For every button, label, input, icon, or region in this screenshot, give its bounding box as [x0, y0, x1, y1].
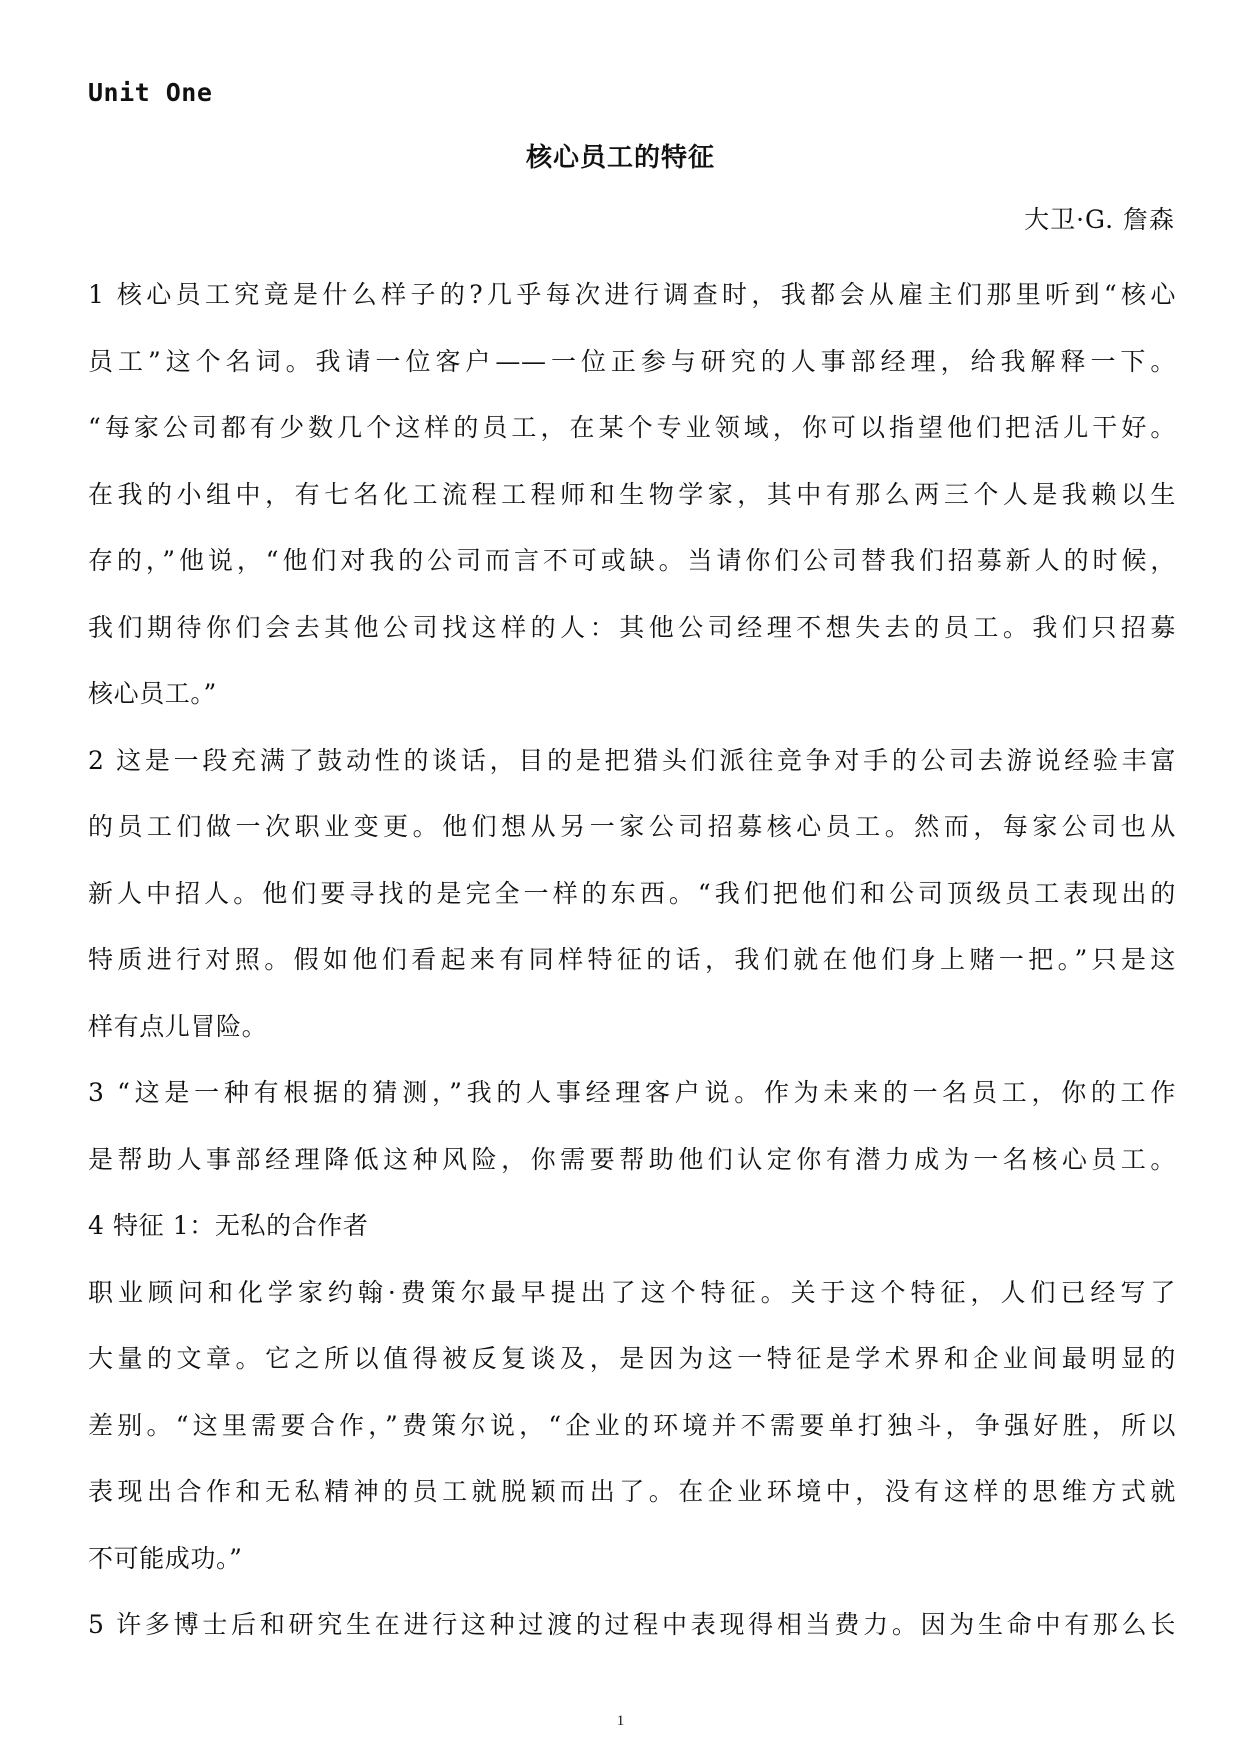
body-line: 样有点儿冒险。 [88, 1011, 268, 1041]
body-line: 职业顾问和化学家约翰·费策尔最早提出了这个特征。关于这个特征，人们已经写了 [88, 1277, 1176, 1307]
body-line: 的员工们做一次职业变更。他们想从另一家公司招募核心员工。然而，每家公司也从 [88, 812, 1176, 841]
body-line: 员工”这个名词。我请一位客户——一位正参与研究的人事部经理，给我解释一下。 [88, 346, 1176, 376]
article-body [88, 262, 1176, 1659]
body-line: 表现出合作和无私精神的员工就脱颖而出了。在企业环境中，没有这样的思维方式就 [88, 1477, 1176, 1506]
body-line: 特质进行对照。假如他们看起来有同样特征的话，我们就在他们身上赌一把。”只是这 [88, 945, 1176, 974]
body-line: 1 核心员工究竟是什么样子的?几乎每次进行调查时，我都会从雇主们那里听到“核心 [88, 280, 1176, 309]
body-line: 核心员工。” [88, 679, 217, 708]
body-line: 在我的小组中，有七名化工流程工程师和生物学家，其中有那么两三个人是我赖以生 [88, 479, 1176, 509]
section-heading: 4 特征 1：无私的合作者 [88, 1211, 369, 1240]
body-line: 我们期待你们会去其他公司找这样的人：其他公司经理不想失去的员工。我们只招募 [88, 612, 1176, 642]
body-line: 2 这是一段充满了鼓动性的谈话，目的是把猎头们派往竞争对手的公司去游说经验丰富 [88, 745, 1176, 775]
body-line: 差别。“这里需要合作，”费策尔说，“企业的环境并不需要单打独斗，争强好胜，所以 [88, 1410, 1176, 1440]
body-line: 3 “这是一种有根据的猜测，”我的人事经理客户说。作为未来的一名员工，你的工作 [88, 1078, 1176, 1107]
unit-label: Unit One [88, 78, 213, 107]
body-line: 大量的文章。它之所以值得被反复谈及，是因为这一特征是学术界和企业间最明显的 [88, 1344, 1176, 1373]
author-name: 大卫·G. 詹森 [1024, 205, 1175, 234]
body-line: “每家公司都有少数几个这样的员工，在某个专业领域，你可以指望他们把活儿干好。 [88, 413, 1176, 442]
article-title: 核心员工的特征 [525, 143, 715, 173]
body-line: 存的，”他说，“他们对我的公司而言不可或缺。当请你们公司替我们招募新人的时候， [88, 546, 1176, 575]
body-line: 是帮助人事部经理降低这种风险，你需要帮助他们认定你有潜力成为一名核心员工。 [88, 1144, 1176, 1174]
body-line: 新人中招人。他们要寻找的是完全一样的东西。“我们把他们和公司顶级员工表现出的 [88, 878, 1176, 908]
page-number: 1 [616, 1713, 625, 1729]
body-line: 5 许多博士后和研究生在进行这种过渡的过程中表现得相当费力。因为生命中有那么长 [88, 1610, 1176, 1639]
body-line: 不可能成功。” [88, 1543, 243, 1573]
